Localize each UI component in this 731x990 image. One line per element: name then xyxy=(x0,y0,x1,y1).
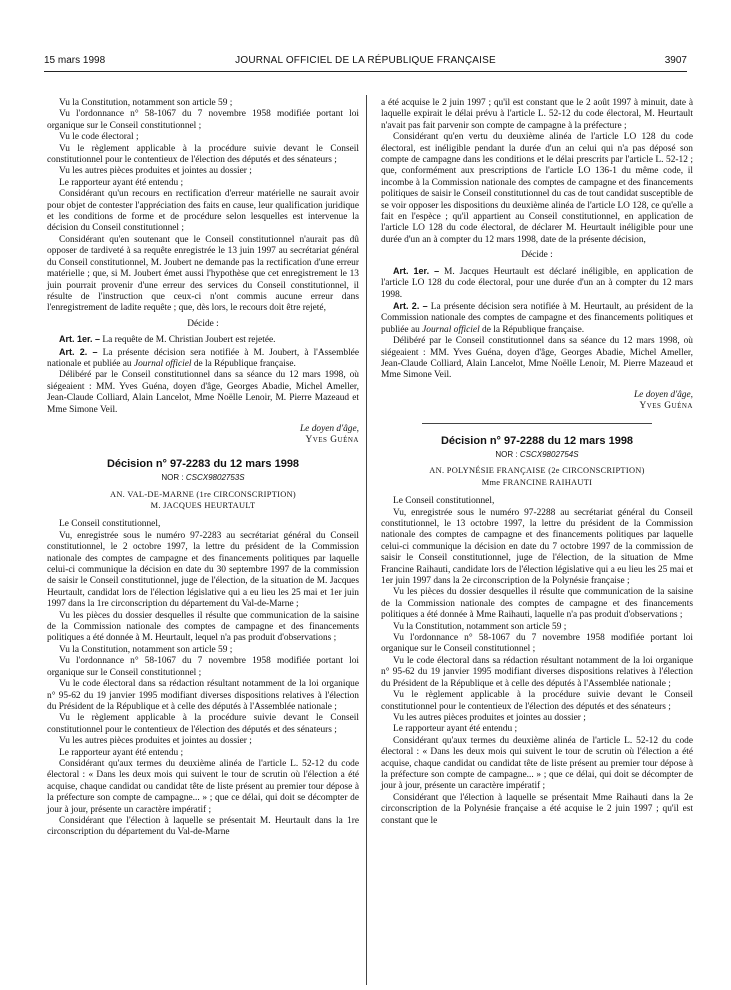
nor-label: NOR : xyxy=(161,473,184,483)
article-2 xyxy=(381,301,693,336)
right-top-paragraphs xyxy=(381,98,693,246)
paragraph: Vu l'ordonnance n° 58-1067 du 7 novembre 1958 modifiée portant loi organique sur le Conseil constitutionnel ; xyxy=(381,633,693,655)
paragraph: Vu les autres pièces produites et jointes au dossier ; xyxy=(59,166,252,177)
article-2-journal: Journal officiel xyxy=(133,358,192,369)
article-2-journal: Journal officiel xyxy=(422,324,480,335)
article-2 xyxy=(47,347,359,371)
paragraph: Vu le code électoral dans sa rédaction résultant notamment de la loi organique n° 95-62 du 19 janvier 1995 modifiant diverses dispositions relatives à l'élection du Président de la République et à celle des députés à l'Assemblée nationale ; xyxy=(47,679,359,712)
paragraph: Vu la Constitution, notamment son article 59 ; xyxy=(59,644,233,655)
paragraph: Le Conseil constitutionnel, xyxy=(59,519,161,530)
article-2-label: Art. 2. – xyxy=(393,300,428,311)
article-2-text-a: La présente décision sera notifiée à M. Joubert, à l'Assemblée nationale et publiée au xyxy=(47,347,360,369)
paragraph: Vu la Constitution, notamment son article 59 ; xyxy=(393,621,567,632)
paragraph: Vu le règlement applicable à la procédure suivie devant le Conseil constitutionnel pour le contentieux de l'élection des députés et des sénateurs ; xyxy=(381,690,693,712)
paragraph: Vu l'ordonnance n° 58-1067 du 7 novembre 1958 modifiée portant loi organique sur le Conseil constitutionnel ; xyxy=(47,656,359,678)
paragraph: a été acquise le 2 juin 1997 ; qu'il est constant que le 2 août 1997 à minuit, date à laquelle expirait le délai prévu à l'article L. 52-12 du code électoral, M. Heurtault n'avait pas fait parvenir son compte de campagne à la préfecture ; xyxy=(381,98,693,131)
article-1 xyxy=(381,266,693,301)
paragraph: Vu l'ordonnance n° 58-1067 du 7 novembre 1958 modifiée portant loi organique sur le Conseil constitutionnel ; xyxy=(47,109,359,131)
paragraph: Vu la Constitution, notamment son article 59 ; xyxy=(59,98,233,108)
deliberation: Délibéré par le Conseil constitutionnel dans sa séance du 12 mars 1998, où siégeaient : MM. Yves Guéna, doyen d'âge, Georges Abadie, Michel Ameller, Jean-Claude Colliard, Alain Lancelot, Mme Noëlle Lenoir, M. Pierre Mazeaud et Mme Simone Veil. xyxy=(47,370,359,415)
nor-code: CSCX9802753S xyxy=(185,473,245,483)
paragraph: Considérant qu'en vertu du deuxième alinéa de l'article LO 128 du code électoral, est inéligible pendant la durée d'un an celui qui n'a pas déposé son compte de campagne dans les conditions et le délai prescrits par l'article L. 52-12 ; que, conformément aux prescriptions de l'article LO 136-1 du même code, il incombe à la Commission nationale des comptes de campagne et des financements politiques de saisir le Conseil constitutionnel du cas de tout candidat susceptible de se voir opposer les dispositions du deuxième alinéa de l'article LO 128, ce qu'elle a fait en l'espèce ; qu'il appartient au Conseil constitutionnel, en application de l'article LO 128 du code électoral, de déclarer M. Heurtault inéligible pour une durée d'un an à compter du 12 mars 1998, date de la présente décision, xyxy=(381,132,693,245)
article-1-text: M. Jacques Heurtault est déclaré inéligible, en application de l'article LO 128 du code électoral, pour une durée d'un an à compter du 12 mars 1998. xyxy=(381,266,694,300)
paragraph: Le rapporteur ayant été entendu ; xyxy=(59,177,184,188)
signature-role: Le doyen d'âge, xyxy=(633,389,693,400)
paragraph: Vu les autres pièces produites et jointes au dossier ; xyxy=(59,736,252,747)
constituency: AN. VAL-DE-MARNE (1re CIRCONSCRIPTION) xyxy=(109,489,297,499)
paragraph: Vu le règlement applicable à la procédure suivie devant le Conseil constitutionnel pour le contentieux de l'élection des députés et des sénateurs ; xyxy=(47,713,359,735)
article-2-text-a: La présente décision sera notifiée à M. Heurtault, au président de la Commission nationale des comptes de campagne et des financements politiques et publiée au xyxy=(381,301,693,335)
article-2-label: Art. 2. – xyxy=(59,346,98,357)
deliberation: Délibéré par le Conseil constitutionnel dans sa séance du 12 mars 1998, où siégeaient : MM. Yves Guéna, doyen d'âge, Georges Abadie, Michel Ameller, Jean-Claude Colliard, Alain Lancelot, Mme Noëlle Lenoir, M. Pierre Mazeaud et Mme Simone Veil. xyxy=(381,336,693,381)
paragraph: Considérant que l'élection à laquelle se présentait M. Heurtault dans la 1re circonscription du département du Val-de-Marne xyxy=(47,815,359,838)
article-1-text: La requête de M. Christian Joubert est rejetée. xyxy=(102,335,276,346)
decision-paragraphs xyxy=(47,519,359,838)
nor-code: CSCX9802754S xyxy=(519,449,579,459)
article-1-label: Art. 1er. – xyxy=(59,334,101,345)
candidate-name: M. JACQUES HEURTAULT xyxy=(150,501,256,510)
paragraph: Le Conseil constitutionnel, xyxy=(393,496,495,507)
header-rule xyxy=(44,71,687,72)
decide-heading: Décide : xyxy=(521,250,553,261)
decision-paragraphs xyxy=(381,496,693,827)
header-journal-title: JOURNAL OFFICIEL DE LA RÉPUBLIQUE FRANÇAISE xyxy=(235,55,496,66)
paragraph: Le rapporteur ayant été entendu ; xyxy=(393,724,518,735)
signature-name: Yves Guéna xyxy=(305,435,359,446)
nor-label: NOR : xyxy=(495,449,518,459)
nor-reference xyxy=(47,472,359,483)
paragraph: Le rapporteur ayant été entendu ; xyxy=(59,747,184,758)
paragraph: Considérant qu'aux termes du deuxième alinéa de l'article L. 52-12 du code électoral : « Dans les deux mois qui suivent le tour de scrutin où l'élection a été acquise, chaque candidat ou candidat tête de liste présent au premier tour dépose à la préfecture son compte de campagne... » ; que ce délai, qui doit se décompter de jour à jour, présente un caractère impératif ; xyxy=(381,735,693,792)
signature-role: Le doyen d'âge, xyxy=(299,423,359,434)
header-page-number: 3907 xyxy=(664,55,687,66)
left-column xyxy=(47,98,359,839)
signature-name: Yves Guéna xyxy=(639,401,693,412)
paragraph: Considérant qu'en soutenant que le Conseil constitutionnel n'aurait pas dû opposer de tardiveté à sa requête enregistrée le 13 juin 1997 au secrétariat général du Conseil constitutionnel, M. Joubert ne demande pas la rectification d'une erreur matérielle ; que, si M. Joubert émet aussi l'hypothèse que cet enregistrement le 13 juin pourrait provenir d'une erreur des services du Conseil constitutionnel, il résulte de l'instruction que ceux-ci n'ont commis aucune erreur dans l'enregistrement de ladite requête ; que, dès lors, le recours doit être rejeté, xyxy=(47,234,359,314)
left-top-paragraphs xyxy=(47,98,359,315)
decision-title: Décision n° 97-2288 du 12 mars 1998 xyxy=(440,434,634,447)
paragraph: Vu, enregistrée sous le numéro 97-2283 au secrétariat général du Conseil constitutionnel, le 2 octobre 1997, la lettre du président de la Commission nationale des comptes de campagne et des financements politiques par laquelle celui-ci communique la décision en date du 30 septembre 1997 de la commission de saisir le Conseil constitutionnel, juge de l'élection, de la situation de M. Jacques Heurtault, candidat lors de l'élection législative qui a eu lieu les 25 mai et 1er juin 1997 dans la 1re circonscription du département du Val-de-Marne ; xyxy=(47,530,359,610)
paragraph: Considérant qu'un recours en rectification d'erreur matérielle ne saurait avoir pour objet de contester l'appréciation des faits en cause, leur qualification juridique et les conditions de forme et de procédure selon lesquelles est intervenue la décision du Conseil constitutionnel ; xyxy=(47,189,359,234)
article-1 xyxy=(47,334,359,346)
article-1-label: Art. 1er. – xyxy=(393,265,440,276)
paragraph: Vu les pièces du dossier desquelles il résulte que communication de la saisine de la Commission nationale des comptes de campagne et des financements politiques a été donnée à M. Heurtault, lequel n'a pas produit d'observations ; xyxy=(47,610,359,644)
candidate-name: Mme FRANCINE RAIHAUTI xyxy=(481,477,593,487)
article-2-text-b: de la République française. xyxy=(482,324,585,335)
paragraph: Vu les autres pièces produites et jointes au dossier ; xyxy=(393,712,586,723)
nor-reference xyxy=(381,449,693,460)
paragraph: Vu le code électoral ; xyxy=(59,132,139,143)
paragraph: Vu les pièces du dossier desquelles il résulte que communication de la saisine de la Commission nationale des comptes de campagne et des financements politiques a été donnée à Mme Raihauti, laquelle n'a pas produit d'observations ; xyxy=(381,587,693,621)
decision-separator xyxy=(422,423,652,424)
right-column xyxy=(381,98,693,827)
paragraph: Considérant qu'aux termes du deuxième alinéa de l'article L. 52-12 du code électoral : « Dans les deux mois qui suivent le tour de scrutin où l'élection a été acquise, chaque candidat ou candidat tête de liste présent au premier tour dépose à la préfecture son compte de campagne... » ; que ce délai, qui doit se décompter de jour à jour, présente un caractère impératif ; xyxy=(47,758,359,815)
decision-title: Décision n° 97-2283 du 12 mars 1998 xyxy=(106,457,300,470)
constituency: AN. POLYNÉSIE FRANÇAISE (2e CIRCONSCRIPTION) xyxy=(429,466,645,476)
header-date: 15 mars 1998 xyxy=(44,55,106,66)
paragraph: Vu le code électoral dans sa rédaction résultant notamment de la loi organique n° 95-62 du 19 janvier 1995 modifiant diverses dispositions relatives à l'élection du Président de la République et à celle des députés à l'Assemblée nationale ; xyxy=(381,655,693,689)
page-header xyxy=(44,55,687,71)
column-divider xyxy=(366,95,367,985)
paragraph: Vu le règlement applicable à la procédure suivie devant le Conseil constitutionnel pour le contentieux de l'élection des députés et des sénateurs ; xyxy=(47,143,359,166)
paragraph: Vu, enregistrée sous le numéro 97-2288 au secrétariat général du Conseil constitutionnel, le 13 octobre 1997, la lettre du président de la Commission nationale des comptes de campagne et des financements politiques par laquelle celui-ci communique la décision en date du 7 octobre 1997 de la commission de saisir le Conseil constitutionnel, juge de l'élection, de la situation de Mme Francine Raihauti, candidate lors de l'élection législative qui a eu lieu les 25 mai et 1er juin 1997 dans la 2e circonscription de la Polynésie française ; xyxy=(381,507,693,587)
article-2-text-b: de la République française. xyxy=(193,358,296,369)
paragraph: Considérant que l'élection à laquelle se présentait Mme Raihauti dans la 2e circonscription de la Polynésie française a été acquise le 2 juin 1997 ; qu'il est constant que le xyxy=(381,792,693,826)
decide-heading: Décide : xyxy=(187,318,219,329)
